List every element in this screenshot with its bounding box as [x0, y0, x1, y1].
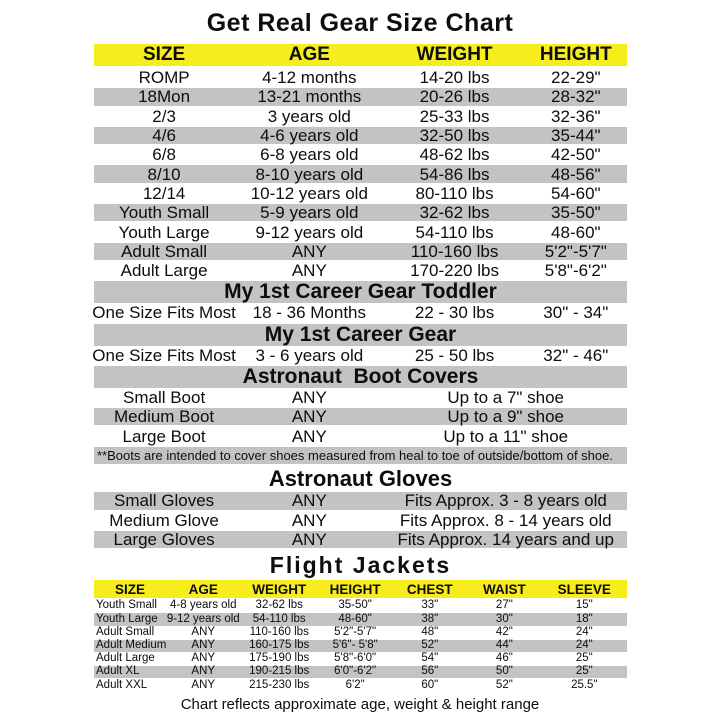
- size-cell: Large Gloves: [113, 529, 215, 549]
- size-cell: Adult Small: [121, 241, 208, 261]
- jacket-row-youth-large: [94, 613, 627, 626]
- section-header-boot-covers: Astronaut Boot Covers: [94, 366, 627, 389]
- header-cell-waist: WAIST: [482, 581, 526, 597]
- fit-cell: Up to a 9" shoe: [447, 407, 565, 427]
- height-cell: 5'8"-6'0": [334, 652, 377, 665]
- weight-cell: 190-215 lbs: [249, 665, 310, 678]
- header-cell-weight: WEIGHT: [252, 581, 307, 597]
- table-row-small-boot: [94, 389, 627, 408]
- height-cell: 5'2"-5'7": [334, 625, 377, 638]
- section-header-gloves: Astronaut Gloves: [94, 466, 627, 492]
- height-cell: 35-50": [551, 203, 601, 223]
- age-cell: 10-12 years old: [250, 183, 368, 203]
- boots-footnote: **Boots are intended to cover shoes measured from heal to toe of outside/bottom of shoe.: [94, 447, 627, 467]
- size-cell: Youth Small: [119, 203, 210, 223]
- header-cell-height: HEIGHT: [539, 44, 612, 65]
- height-cell: 32" - 46": [543, 345, 609, 365]
- table-row-adult-small: [94, 243, 627, 262]
- size-cell: Adult Large: [96, 652, 155, 665]
- waist-cell: 46": [495, 652, 513, 665]
- weight-cell: 215-230 lbs: [249, 678, 310, 691]
- age-cell: ANY: [291, 241, 327, 261]
- age-cell: 4-12 months: [262, 68, 357, 88]
- chest-cell: 33": [421, 599, 439, 612]
- fit-cell: Fits Approx. 3 - 8 years old: [404, 491, 607, 511]
- waist-cell: 42": [495, 625, 513, 638]
- jacket-row-adult-small: [94, 627, 627, 640]
- height-cell: 5'2"-5'7": [544, 241, 607, 261]
- chest-cell: 38": [421, 612, 439, 625]
- jacket-row-adult-medium: [94, 640, 627, 653]
- table-row-large-boot: [94, 427, 627, 446]
- size-cell: Medium Glove: [109, 510, 219, 530]
- age-cell: ANY: [191, 625, 216, 638]
- age-cell: ANY: [191, 639, 216, 652]
- weight-cell: 48-62 lbs: [419, 145, 490, 165]
- age-cell: 9-12 years old: [255, 222, 364, 242]
- table-row-18mon: [94, 88, 627, 107]
- table-row-youth-small: [94, 204, 627, 223]
- weight-cell: 54-86 lbs: [419, 164, 490, 184]
- weight-cell: 20-26 lbs: [419, 87, 490, 107]
- weight-cell: 25 - 50 lbs: [414, 345, 495, 365]
- age-cell: 4-6 years old: [260, 126, 359, 146]
- age-cell: ANY: [291, 426, 327, 446]
- size-cell: 4/6: [152, 126, 176, 146]
- age-cell: ANY: [291, 261, 327, 281]
- jacket-row-youth-small: [94, 600, 627, 613]
- height-cell: 35-44": [551, 126, 601, 146]
- height-cell: 48-60": [551, 222, 601, 242]
- size-cell: 8/10: [147, 164, 181, 184]
- age-cell: ANY: [191, 652, 216, 665]
- fit-cell: Fits Approx. 8 - 14 years old: [399, 510, 612, 530]
- sleeve-cell: 24": [575, 625, 593, 638]
- table-row-large-gloves: [94, 531, 627, 550]
- age-cell: ANY: [291, 529, 327, 549]
- section-header-flight-jackets: Flight Jackets: [269, 551, 452, 578]
- jacket-row-adult-xl: [94, 666, 627, 679]
- size-cell: Adult Medium: [96, 639, 167, 652]
- waist-cell: 50": [495, 665, 513, 678]
- chest-cell: 56": [421, 665, 439, 678]
- age-cell: ANY: [291, 388, 327, 407]
- weight-cell: 22 - 30 lbs: [414, 303, 495, 323]
- table-row-romp: [94, 69, 627, 88]
- table-row-4-6: [94, 127, 627, 146]
- weight-cell: 110-160 lbs: [410, 241, 499, 261]
- height-cell: 48-56": [551, 164, 601, 184]
- main-header-row: [94, 44, 627, 66]
- height-cell: 6'2": [345, 678, 365, 691]
- age-cell: 9-12 years old: [166, 612, 240, 625]
- table-row-8-10: [94, 165, 627, 184]
- sleeve-cell: 18": [575, 612, 593, 625]
- page-title: Get Real Gear Size Chart: [206, 9, 514, 37]
- table-row-adult-large: [94, 262, 627, 281]
- size-cell: 2/3: [152, 106, 176, 126]
- age-cell: 13-21 months: [257, 87, 362, 107]
- size-cell: One Size Fits Most: [92, 303, 236, 323]
- header-cell-size: SIZE: [142, 44, 186, 65]
- age-cell: 5-9 years old: [260, 203, 359, 223]
- height-cell: 42-50": [551, 145, 601, 165]
- size-cell: Youth Large: [96, 612, 158, 625]
- waist-cell: 27": [495, 599, 513, 612]
- size-cell: 18Mon: [138, 87, 191, 107]
- section-header-career-gear-toddler: My 1st Career Gear Toddler: [94, 281, 627, 304]
- section-header-career-gear: My 1st Career Gear: [94, 324, 627, 347]
- chest-cell: 60": [421, 678, 439, 691]
- weight-cell: 175-190 lbs: [249, 652, 310, 665]
- chest-cell: 52": [421, 639, 439, 652]
- age-cell: ANY: [191, 665, 216, 678]
- table-row-2-3: [94, 108, 627, 127]
- sleeve-cell: 24": [575, 639, 593, 652]
- height-cell: 28-32": [551, 87, 601, 107]
- table-row-medium-boot: [94, 408, 627, 427]
- weight-cell: 32-62 lbs: [419, 203, 490, 223]
- weight-cell: 32-50 lbs: [419, 126, 490, 146]
- size-cell: Large Boot: [122, 426, 206, 446]
- age-cell: ANY: [291, 407, 327, 427]
- header-cell-age: AGE: [188, 581, 218, 597]
- weight-cell: 32-62 lbs: [255, 599, 303, 612]
- age-cell: 4-8 years old: [170, 599, 237, 612]
- age-cell: 18 - 36 Months: [252, 303, 367, 323]
- sleeve-cell: 25.5": [571, 678, 598, 691]
- height-cell: 5'8"-6'2": [544, 261, 607, 281]
- sleeve-cell: 15": [575, 599, 593, 612]
- fit-cell: Up to a 7" shoe: [447, 388, 565, 407]
- weight-cell: 110-160 lbs: [249, 625, 309, 638]
- jacket-row-adult-large: [94, 653, 627, 666]
- height-cell: 22-29": [551, 68, 601, 88]
- size-cell: ROMP: [138, 68, 190, 88]
- height-cell: 48-60": [338, 612, 372, 625]
- size-cell: 12/14: [142, 183, 186, 203]
- table-row-small-gloves: [94, 492, 627, 511]
- table-row-career-one-size: [94, 347, 627, 366]
- table-row-medium-glove: [94, 512, 627, 531]
- jackets-header-row: [94, 580, 627, 598]
- weight-cell: 160-175 lbs: [249, 639, 310, 652]
- chest-cell: 48": [421, 625, 439, 638]
- age-cell: ANY: [291, 510, 327, 530]
- size-cell: Adult Small: [96, 625, 155, 638]
- table-row-youth-large: [94, 223, 627, 242]
- waist-cell: 30": [495, 612, 513, 625]
- table-row-6-8: [94, 146, 627, 165]
- height-cell: 54-60": [551, 183, 601, 203]
- header-cell-chest: CHEST: [406, 581, 453, 597]
- size-cell: Small Boot: [122, 388, 206, 407]
- age-cell: ANY: [191, 678, 216, 691]
- height-cell: 30" - 34": [543, 303, 609, 323]
- waist-cell: 44": [495, 639, 513, 652]
- height-cell: 32-36": [551, 106, 601, 126]
- size-cell: Adult Large: [120, 261, 208, 281]
- height-cell: 35-50": [338, 599, 372, 612]
- size-cell: One Size Fits Most: [92, 345, 236, 365]
- header-cell-height: HEIGHT: [329, 581, 381, 597]
- table-row-12-14: [94, 185, 627, 204]
- header-cell-sleeve: SLEEVE: [557, 581, 611, 597]
- age-cell: 3 years old: [267, 106, 351, 126]
- weight-cell: 54-110 lbs: [415, 222, 494, 242]
- size-cell: Small Gloves: [114, 491, 215, 511]
- size-cell: Youth Large: [118, 222, 210, 242]
- age-cell: ANY: [291, 491, 327, 511]
- chest-cell: 54": [421, 652, 439, 665]
- height-cell: 5'6"- 5'8": [332, 639, 378, 652]
- jacket-row-adult-xxl: [94, 679, 627, 692]
- sleeve-cell: 25": [575, 665, 593, 678]
- size-cell: Youth Small: [96, 599, 157, 612]
- size-cell: 6/8: [152, 145, 176, 165]
- height-cell: 6'0"-6'2": [334, 665, 377, 678]
- fit-cell: Up to a 11" shoe: [443, 426, 569, 446]
- weight-cell: 25-33 lbs: [419, 106, 490, 126]
- header-cell-age: AGE: [288, 44, 330, 65]
- size-cell: Adult XL: [96, 665, 140, 678]
- header-cell-size: SIZE: [114, 581, 145, 597]
- size-chart-table: [94, 44, 627, 692]
- fit-cell: Fits Approx. 14 years and up: [397, 529, 614, 549]
- age-cell: 8-10 years old: [255, 164, 364, 184]
- header-cell-weight: WEIGHT: [416, 44, 493, 65]
- age-cell: 3 - 6 years old: [255, 345, 364, 365]
- sleeve-cell: 25": [575, 652, 593, 665]
- weight-cell: 170-220 lbs: [410, 261, 499, 281]
- table-row-toddler-one-size: [94, 304, 627, 323]
- size-cell: Medium Boot: [114, 407, 215, 427]
- age-cell: 6-8 years old: [260, 145, 359, 165]
- weight-cell: 14-20 lbs: [419, 68, 490, 88]
- waist-cell: 52": [495, 678, 513, 691]
- chart-footer-note: Chart reflects approximate age, weight & height range: [180, 696, 540, 714]
- size-cell: Adult XXL: [96, 678, 148, 691]
- weight-cell: 80-110 lbs: [415, 183, 494, 203]
- weight-cell: 54-110 lbs: [252, 612, 306, 625]
